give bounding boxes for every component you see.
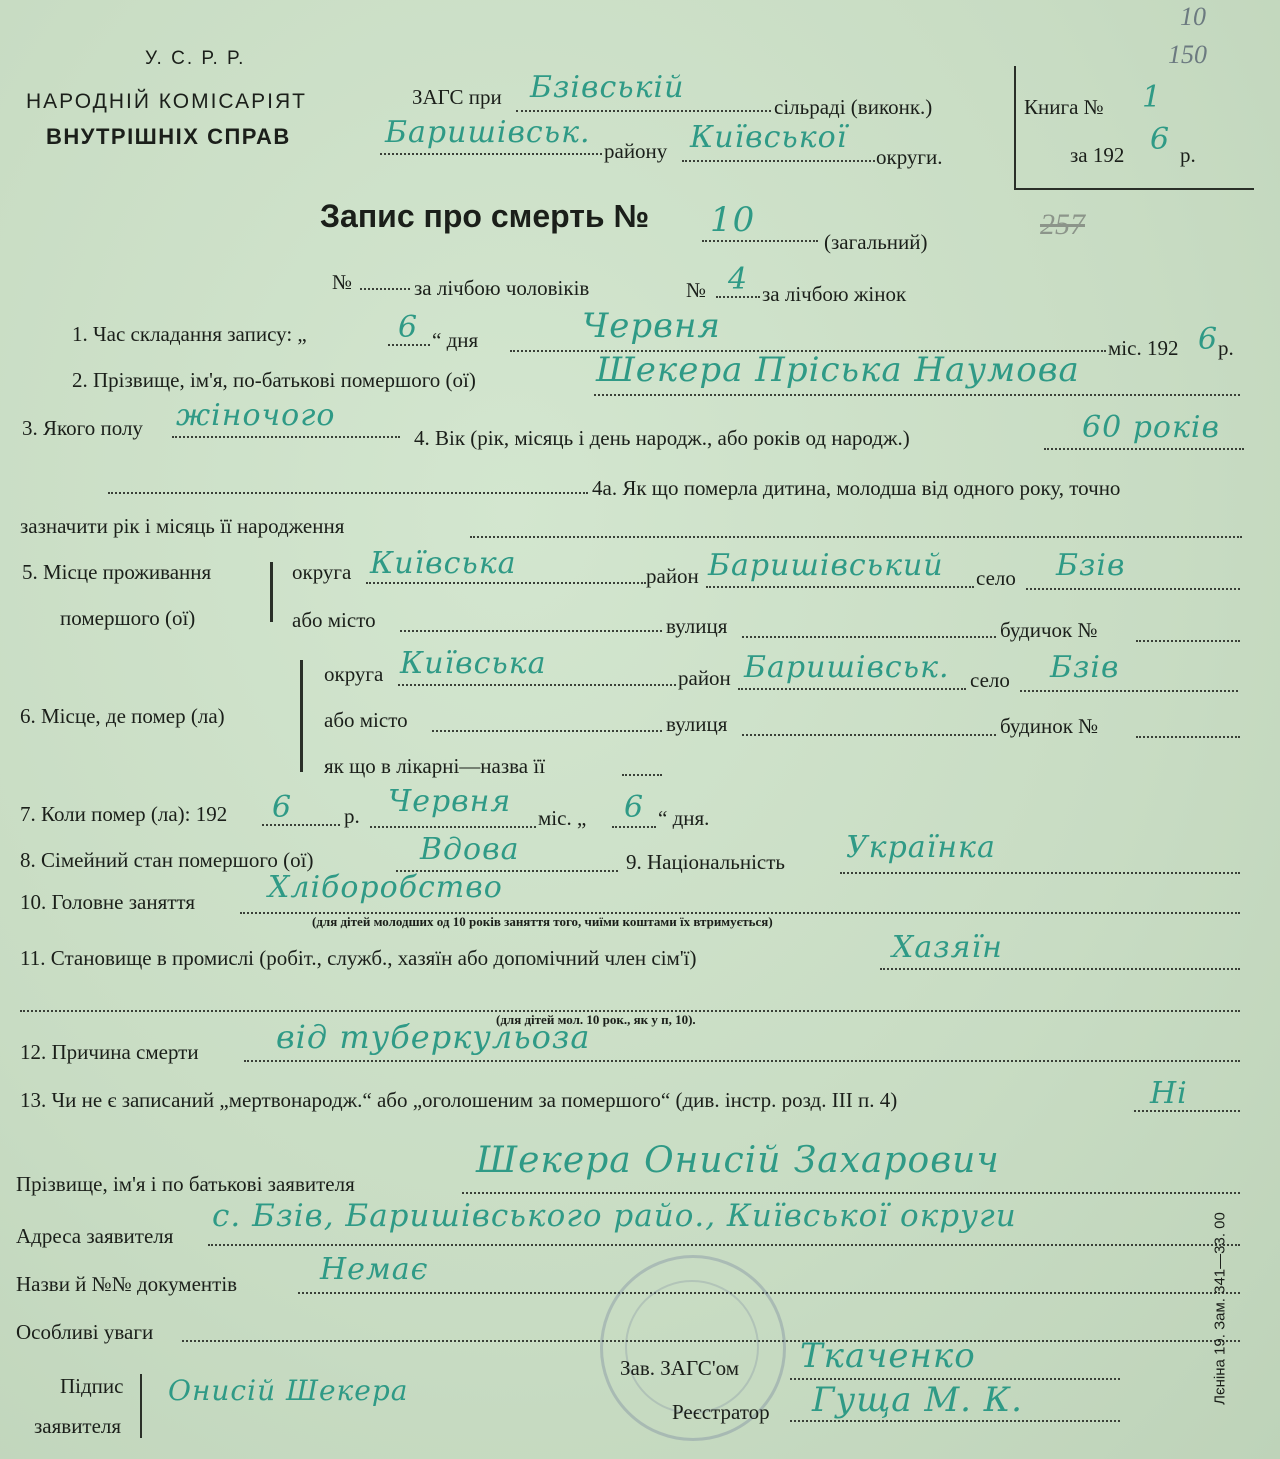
field9-line (840, 872, 1240, 874)
field1-month-handwritten: Червня (582, 306, 721, 346)
field5-rayon-handwritten: Баришівський (708, 548, 944, 583)
field2-handwritten: Шекера Пріська Наумова (596, 350, 1080, 390)
field7-year-handwritten: 6 (272, 790, 293, 825)
record-general: (загальний) (824, 230, 928, 254)
field4-label: 4. Вік (рік, місяць і день народж., або років од народж.) (414, 426, 910, 450)
field6-hospital-line (622, 774, 662, 776)
ussr-label: У. С. Р. Р. (145, 48, 246, 69)
field5-label2: помершого (ої) (60, 606, 196, 630)
field5-rayon-label: район (646, 564, 699, 588)
field9-handwritten: Українка (846, 830, 996, 865)
men-label: за лічбою чоловіків (414, 276, 590, 300)
registrar-line (790, 1420, 1120, 1422)
applicant-sign-brace (140, 1374, 142, 1438)
field4-line (1044, 448, 1244, 450)
field6-okruga-line (398, 684, 676, 686)
field4-handwritten: 60 років (1082, 410, 1220, 445)
field6-vulytsia-line (742, 734, 996, 736)
field11-label: 11. Становище в промислі (робіт., служб., хазяїн або допомічний член сім'ї) (20, 946, 697, 970)
field6-misto-label: або місто (324, 708, 408, 732)
field4a-label2: зазначити рік і місяць її народження (20, 514, 345, 538)
field4a-label: 4а. Як що померла дитина, молодша від одного року, точно (592, 476, 1121, 500)
field12-handwritten: від туберкульоза (276, 1018, 591, 1056)
field6-rayon-label: район (678, 666, 731, 690)
field10-note: (для дітей молодших од 10 років заняття того, чиїми коштами їх втримується) (312, 914, 773, 929)
field6-rayon-line (738, 688, 966, 690)
applicant-address-handwritten: с. Бзів, Баришівського райо., Київської округи (212, 1198, 1017, 1234)
field1-day-handwritten: 6 (398, 310, 419, 345)
field6-rayon-handwritten: Баришівськ. (744, 650, 950, 685)
book-box-bottom (1014, 188, 1254, 190)
field5-vulytsia-line (742, 636, 996, 638)
field7-r: р. (344, 804, 360, 828)
men-number-sign: № (332, 270, 353, 294)
women-label: за лічбою жінок (762, 282, 907, 306)
archive-mark-2: 150 (1168, 40, 1207, 69)
registrar-label: Реєстратор (672, 1400, 770, 1424)
field3-line (172, 436, 400, 438)
registrar-sign-handwritten: Гуща М. К. (812, 1380, 1023, 1420)
applicant-sign-handwritten: Онисій Шекера (168, 1374, 409, 1407)
head-sign-handwritten: Ткаченко (800, 1336, 976, 1376)
commissariat-line1: НАРОДНІЙ КОМІСАРІЯТ (26, 90, 307, 113)
book-label: Книга № (1024, 95, 1104, 119)
field5-label1: 5. Місце проживання (22, 560, 212, 584)
field4a-line (470, 536, 1242, 538)
field6-selo-handwritten: Бзів (1050, 650, 1120, 685)
field6-okruga-label: округа (324, 662, 384, 686)
field3-label: 3. Якого полу (22, 416, 143, 440)
book-number-handwritten: 1 (1142, 80, 1163, 115)
field5-misto-label: або місто (292, 608, 376, 632)
field7-label: 7. Коли помер (ла): 192 (20, 802, 228, 826)
field1-year-label: міс. 192 (1108, 336, 1179, 360)
field8-handwritten: Вдова (420, 832, 520, 867)
applicant-notes-label: Особливі уваги (16, 1320, 154, 1344)
field7-month-handwritten: Червня (388, 784, 512, 819)
field2-label: 2. Прізвище, ім'я, по-батькові помершого (ої) (72, 368, 476, 392)
field11-handwritten: Хазяїн (892, 930, 1003, 965)
field12-line (244, 1060, 1240, 1062)
field2-line (594, 394, 1240, 396)
applicant-docs-handwritten: Немає (320, 1252, 429, 1287)
field13-label: 13. Чи не є записаний „мертвонародж.“ або „оголошеним за помершого“ (див. інстр. розд. III п. 4) (20, 1088, 898, 1112)
applicant-name-label: Прізвище, ім'я і по батькові заявителя (16, 1172, 355, 1196)
field1-year-suffix: р. (1218, 336, 1234, 360)
book-year-suffix: р. (1180, 143, 1196, 167)
field1-year-handwritten: 6 (1198, 322, 1219, 357)
field10-handwritten: Хліборобство (268, 870, 503, 905)
field5-budynok-line (1136, 640, 1240, 642)
book-year-label: за 192 (1070, 143, 1125, 167)
field10-label: 10. Головне заняття (20, 890, 195, 914)
book-box-left (1014, 66, 1016, 190)
applicant-address-line (208, 1244, 1240, 1246)
field7-day-line (612, 826, 656, 828)
field5-selo-line (1026, 588, 1240, 590)
field5-selo-label: село (976, 566, 1016, 590)
zags-village-line (516, 110, 771, 112)
zags-village-handwritten: Бзівській (530, 70, 685, 105)
head-label: Зав. ЗАГС'ом (620, 1356, 739, 1380)
zags-council: сільраді (виконк.) (774, 95, 933, 119)
field6-budynok-label: будинок № (1000, 714, 1099, 738)
field1-day-suffix: “ дня (432, 328, 479, 352)
women-number-sign: № (686, 278, 707, 302)
record-title: Запис про смерть № (320, 198, 650, 234)
field5-selo-handwritten: Бзів (1056, 548, 1126, 583)
field8-label: 8. Сімейний стан помершого (ої) (20, 848, 314, 872)
field6-misto-line (432, 730, 662, 732)
seal-stamp-inner (625, 1280, 759, 1414)
field5-brace (270, 562, 273, 622)
field5-rayon-line (706, 586, 974, 588)
applicant-sign-label2: заявителя (34, 1414, 122, 1438)
applicant-docs-label: Назви й №№ документів (16, 1272, 238, 1296)
field5-okruga-line (366, 582, 646, 584)
district-line (380, 153, 602, 155)
printer-note: Лєніна 19. Зам. 341—33. 00 (1211, 1212, 1229, 1405)
field9-label: 9. Національність (626, 850, 786, 874)
applicant-name-handwritten: Шекера Онисій Захарович (476, 1140, 1000, 1181)
book-year-handwritten: 6 (1150, 122, 1171, 157)
okrug-label: округи. (876, 145, 943, 169)
field7-day-handwritten: 6 (624, 790, 645, 825)
district-label: району (604, 139, 668, 163)
field5-vulytsia-label: вулиця (666, 614, 728, 638)
crossed-number: 257 (1040, 208, 1085, 241)
field11-note: (для дітей мол. 10 рок., як у п, 10). (496, 1012, 696, 1027)
field7-mis: міс. „ (538, 806, 587, 830)
field11-line (880, 968, 1240, 970)
district-handwritten: Баришівськ. (385, 115, 591, 150)
applicant-address-label: Адреса заявителя (16, 1224, 174, 1248)
field6-label: 6. Місце, де помер (ла) (20, 704, 225, 728)
field1-label: 1. Час складання запису: „ (72, 322, 307, 346)
okrug-line (682, 160, 875, 162)
field5-okruga-handwritten: Київська (370, 546, 517, 581)
field6-hospital-label: як що в лікарні—назва її (324, 754, 546, 778)
field6-okruga-handwritten: Київська (400, 646, 547, 681)
record-number-handwritten: 10 (710, 200, 756, 240)
field4a-lead-line (108, 492, 588, 494)
field6-budynok-line (1136, 736, 1240, 738)
men-line (360, 288, 410, 290)
women-number-handwritten: 4 (728, 262, 749, 297)
record-number-line (702, 240, 818, 242)
okrug-handwritten: Київської (690, 120, 848, 155)
field5-misto-line (400, 630, 662, 632)
archive-mark-1: 10 (1180, 2, 1206, 31)
field6-vulytsia-label: вулиця (666, 712, 728, 736)
field6-selo-line (1020, 690, 1238, 692)
applicant-sign-label1: Підпис (60, 1374, 124, 1398)
field12-label: 12. Причина смерти (20, 1040, 199, 1064)
field7-month-line (370, 826, 536, 828)
field7-day-suffix: “ дня. (658, 806, 710, 830)
field6-selo-label: село (970, 668, 1010, 692)
commissariat-line2: ВНУТРІШНІХ СПРАВ (46, 124, 291, 149)
field5-okruga-label: округа (292, 560, 352, 584)
zags-prefix: ЗАГС при (412, 85, 502, 109)
field3-handwritten: жіночого (176, 398, 336, 433)
field5-budynok-label: будичок № (1000, 618, 1098, 642)
field13-handwritten: Ні (1150, 1076, 1188, 1111)
field6-brace (300, 660, 303, 772)
applicant-name-line (462, 1192, 1240, 1194)
